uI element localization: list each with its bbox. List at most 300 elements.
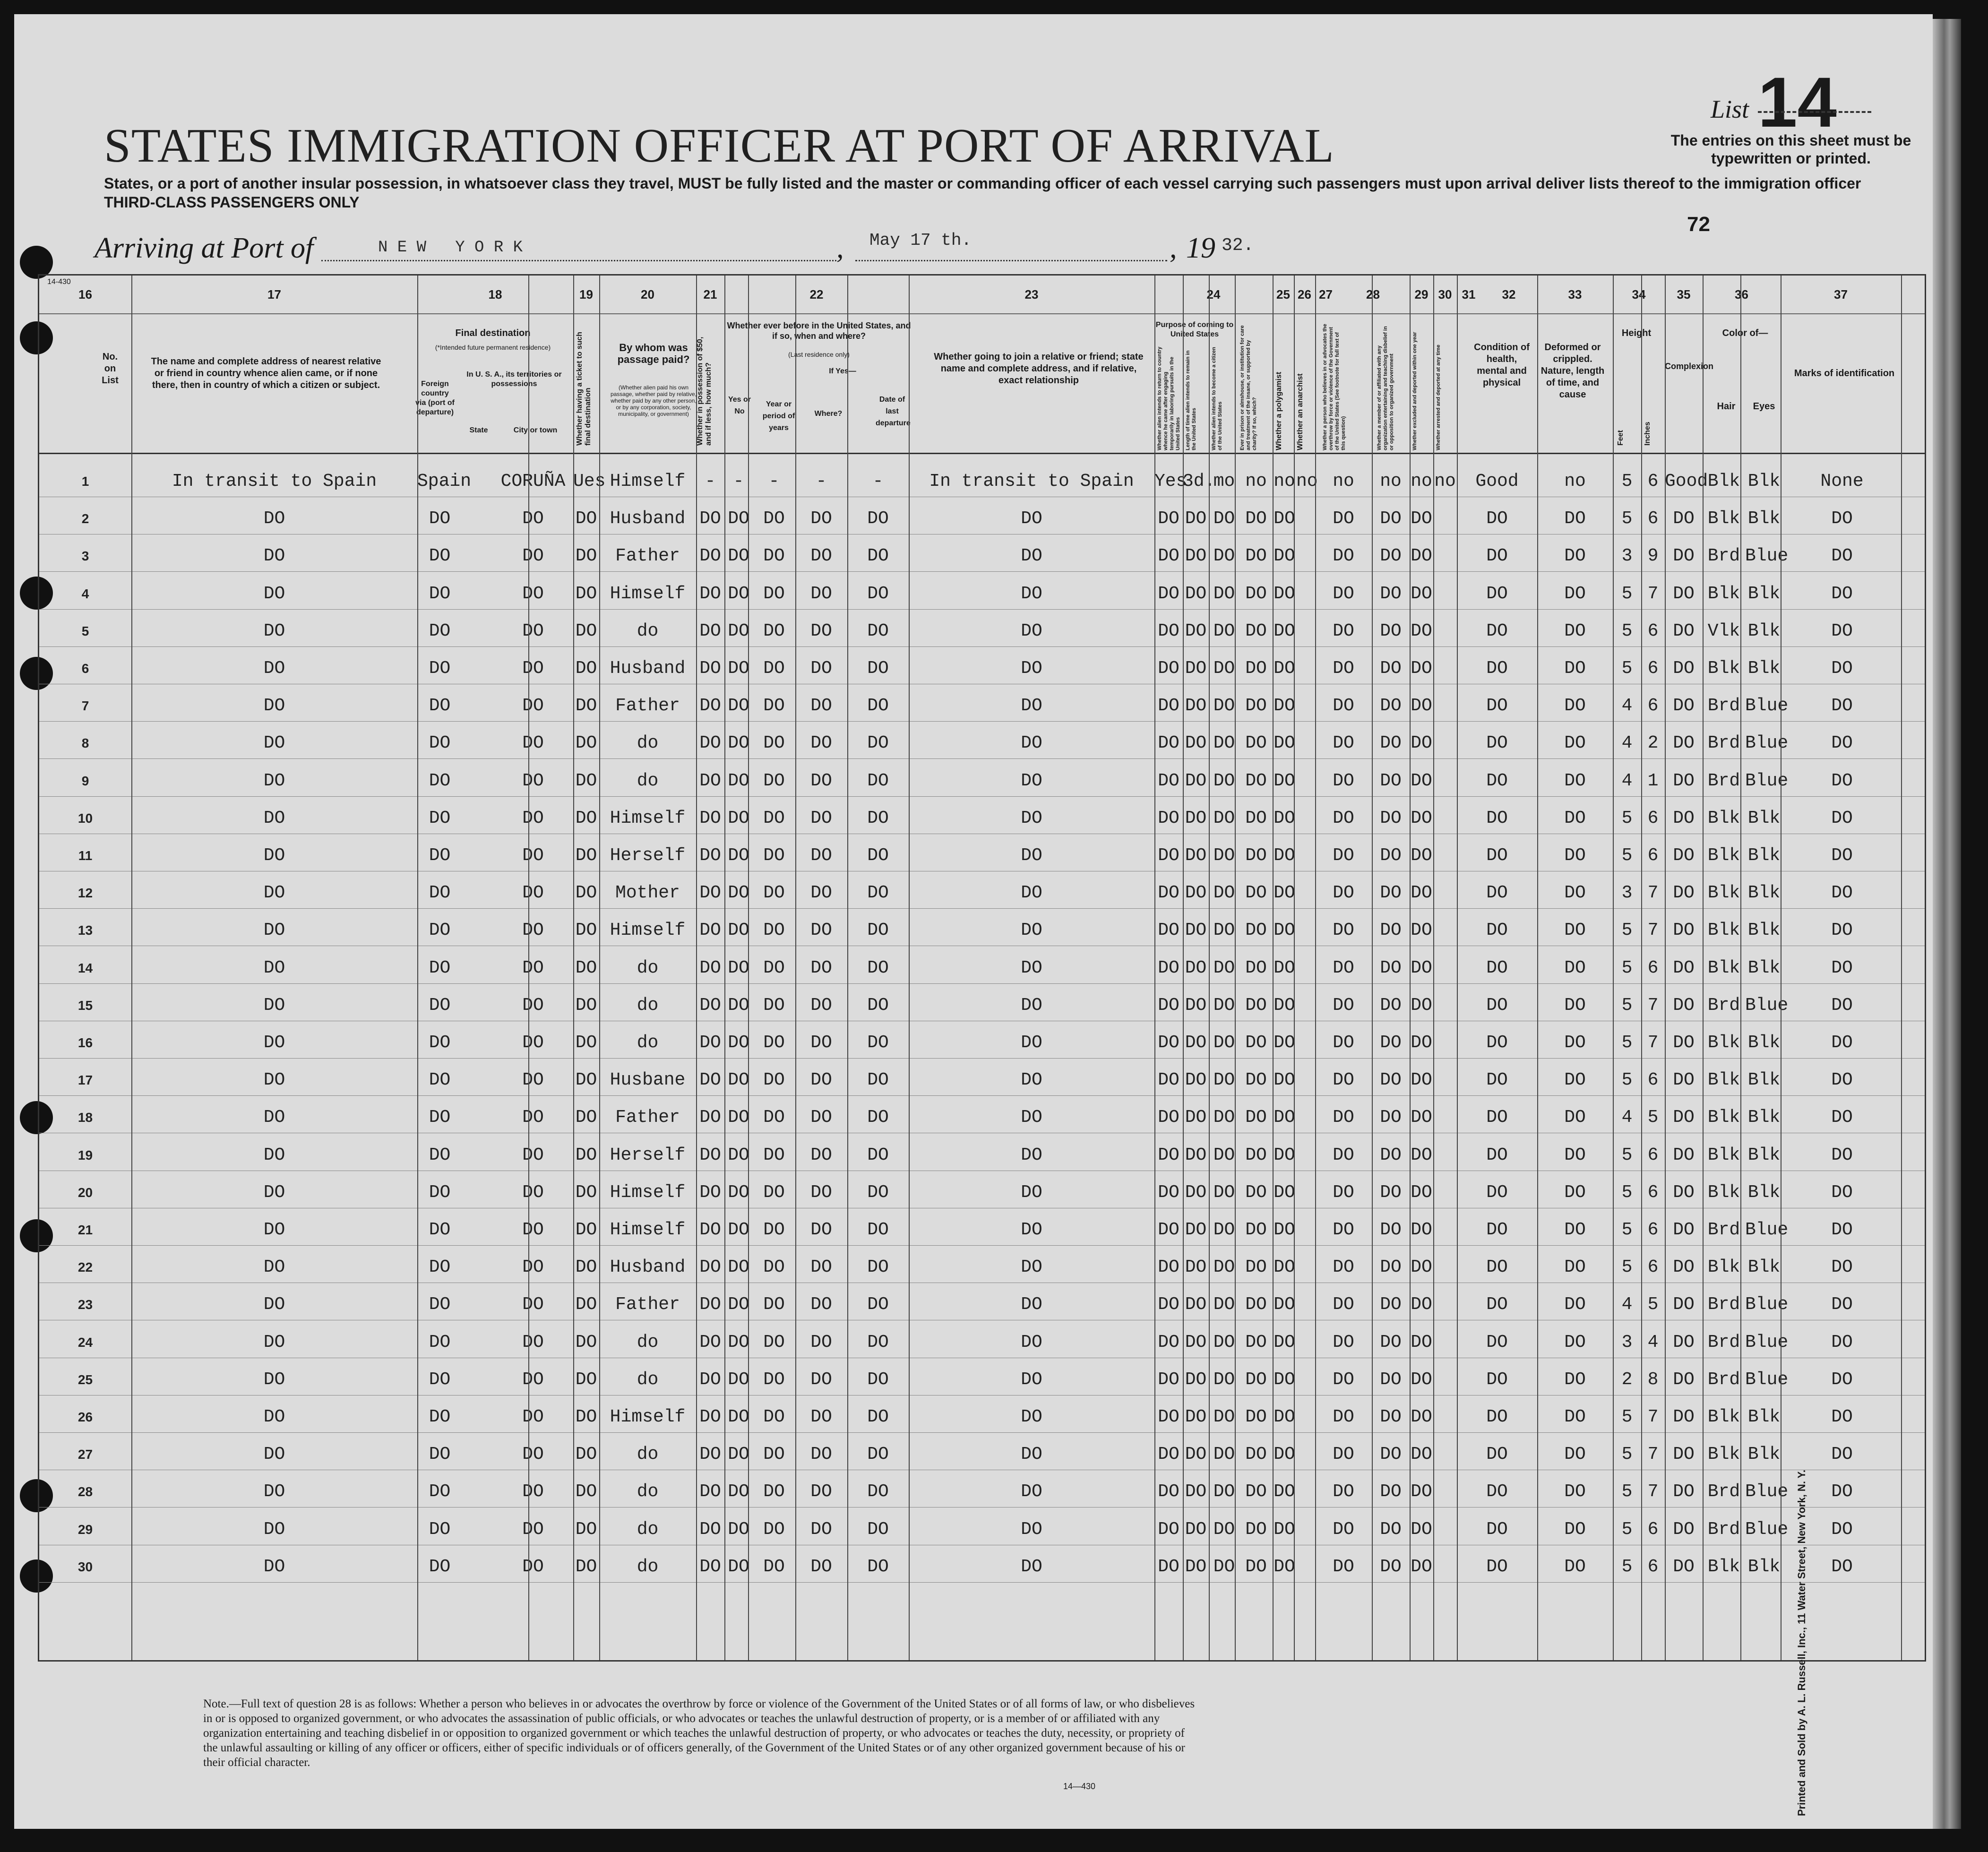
cell-poly: DO — [1274, 920, 1295, 941]
cell-deform: DO — [1564, 733, 1586, 754]
column-divider — [1372, 276, 1373, 1660]
cell-p3: DO — [1213, 1482, 1235, 1502]
cell-where: DO — [810, 1257, 832, 1278]
cell-money: DO — [699, 1332, 721, 1352]
cell-join: DO — [1021, 1145, 1042, 1165]
cell-relative: DO — [263, 1145, 285, 1165]
cell-ticket: DO — [575, 808, 597, 828]
cell-complexion: DO — [1673, 1257, 1695, 1278]
cell-health: DO — [1486, 583, 1508, 604]
sheet-number: 72 — [1687, 213, 1710, 236]
date-value: May 17 th. — [869, 231, 972, 250]
cell-poly: DO — [1274, 1444, 1295, 1465]
cell-eyes: Blue — [1745, 995, 1789, 1016]
cell-join: DO — [1021, 995, 1042, 1016]
cell-relative: DO — [263, 1407, 285, 1427]
cell-relative: DO — [263, 1182, 285, 1203]
cell-p2: DO — [1185, 546, 1207, 567]
column-number: 19 — [579, 287, 593, 301]
header-ever-before-sub: (Last residence only) — [788, 351, 850, 358]
cell-eyes: Blk — [1747, 883, 1781, 904]
cell-p3: DO — [1213, 508, 1235, 529]
cell-yesno: DO — [728, 1107, 749, 1128]
cell-yesno: DO — [728, 845, 749, 866]
cell-q28: DO — [1333, 1369, 1354, 1390]
cell-paid: Herself — [610, 1145, 686, 1165]
cell-health: DO — [1486, 546, 1508, 567]
cell-eyes: Blk — [1747, 1145, 1781, 1165]
cell-yesno: DO — [728, 658, 749, 679]
cell-relative: DO — [263, 696, 285, 716]
cell-marks: DO — [1831, 1519, 1853, 1540]
cell-money: DO — [699, 1519, 721, 1540]
cell-yesno: DO — [728, 995, 749, 1016]
cell-feet: 5 — [1621, 620, 1633, 641]
cell-excl: DO — [1411, 1482, 1432, 1502]
header-prison: Ever in prison or almshouse, or institution for care and treatment of the insane, or supported by charity? If so, which? — [1239, 325, 1257, 450]
cell-year: DO — [763, 658, 785, 679]
cell-feet: 5 — [1621, 1070, 1633, 1091]
cell-relative: DO — [263, 1033, 285, 1053]
cell-paid: Himself — [610, 920, 686, 941]
cell-eyes: Blk — [1747, 583, 1781, 604]
cell-join: In transit to Spain — [929, 471, 1134, 491]
cell-q28: DO — [1333, 1033, 1354, 1053]
cell-q28: DO — [1333, 1444, 1354, 1465]
cell-poly: DO — [1274, 620, 1295, 641]
cell-feet: 4 — [1621, 1294, 1633, 1315]
cell-eyes: Blue — [1745, 696, 1789, 716]
cell-no: 28 — [77, 1484, 93, 1499]
cell-eyes: Blue — [1745, 1519, 1789, 1540]
cell-city: DO — [522, 1033, 544, 1053]
cell-deform: DO — [1564, 845, 1586, 866]
cell-year: - — [768, 471, 780, 491]
cell-date: DO — [867, 1332, 889, 1352]
column-number: 29 — [1414, 287, 1429, 301]
cell-complexion: Good — [1665, 471, 1708, 491]
cell-hair: Vlk — [1707, 620, 1740, 641]
cell-city: DO — [522, 733, 544, 754]
arriving-label: Arriving at Port of — [95, 232, 314, 264]
cell-city: DO — [522, 883, 544, 904]
cell-excl: DO — [1411, 1332, 1432, 1352]
cell-q29: DO — [1380, 1294, 1402, 1315]
cell-eyes: Blk — [1747, 1444, 1781, 1465]
cell-where: DO — [810, 1332, 832, 1352]
cell-p2: DO — [1185, 1519, 1207, 1540]
cell-p2: DO — [1185, 1220, 1207, 1240]
cell-excl: DO — [1411, 1519, 1432, 1540]
cell-complexion: DO — [1673, 770, 1695, 791]
cell-health: DO — [1486, 620, 1508, 641]
cell-join: DO — [1021, 1220, 1042, 1240]
cell-inches: 6 — [1647, 1257, 1659, 1278]
column-number: 34 — [1632, 287, 1646, 301]
cell-hair: Blk — [1707, 1556, 1740, 1577]
cell-yesno: DO — [728, 620, 749, 641]
cell-date: DO — [867, 845, 889, 866]
cell-paid: Father — [615, 1294, 680, 1315]
header-final-destination-sub: (*Intended future permanent residence) — [435, 344, 551, 351]
column-divider — [599, 276, 600, 1660]
cell-money: DO — [699, 1220, 721, 1240]
cell-p3: DO — [1213, 770, 1235, 791]
cell-p3: DO — [1213, 845, 1235, 866]
cell-excl: DO — [1411, 733, 1432, 754]
column-divider — [1537, 276, 1538, 1660]
cell-no: 13 — [77, 923, 93, 938]
cell-join: DO — [1021, 957, 1042, 978]
header-arrested: Whether arrested and deported at any time — [1436, 345, 1441, 450]
cell-prison: DO — [1245, 920, 1267, 941]
cell-paid: Himself — [610, 1407, 686, 1427]
cell-health: DO — [1486, 733, 1508, 754]
cell-yesno: DO — [728, 1444, 749, 1465]
cell-join: DO — [1021, 1107, 1042, 1128]
cell-hair: Brd — [1707, 546, 1740, 567]
cell-excl: DO — [1411, 845, 1432, 866]
cell-no: 26 — [77, 1410, 93, 1424]
cell-year: DO — [763, 883, 785, 904]
cell-marks: DO — [1831, 1407, 1853, 1427]
cell-date: DO — [867, 1407, 889, 1427]
cell-join: DO — [1021, 770, 1042, 791]
cell-complexion: DO — [1673, 995, 1695, 1016]
cell-no: 2 — [81, 511, 89, 526]
cell-eyes: Blk — [1747, 508, 1781, 529]
cell-q29: DO — [1380, 883, 1402, 904]
cell-where: DO — [810, 845, 832, 866]
cell-complexion: DO — [1673, 845, 1695, 866]
cell-p2: DO — [1185, 1033, 1207, 1053]
cell-relative: DO — [263, 546, 285, 567]
cell-p2: DO — [1185, 508, 1207, 529]
cell-paid: Husband — [610, 508, 686, 529]
cell-q28: DO — [1333, 546, 1354, 567]
cell-year: DO — [763, 1070, 785, 1091]
cell-q29: DO — [1380, 1070, 1402, 1091]
cell-where: DO — [810, 1407, 832, 1427]
cell-q29: DO — [1380, 620, 1402, 641]
cell-poly: no — [1274, 471, 1295, 491]
cell-complexion: DO — [1673, 583, 1695, 604]
cell-hair: Brd — [1707, 1369, 1740, 1390]
cell-yesno: DO — [728, 1182, 749, 1203]
cell-p1: DO — [1158, 583, 1179, 604]
column-number: 31 — [1462, 287, 1476, 301]
cell-hair: Blk — [1707, 1107, 1740, 1128]
cell-poly: DO — [1274, 1369, 1295, 1390]
cell-yesno: DO — [728, 1519, 749, 1540]
cell-anarch: no — [1296, 471, 1318, 491]
cell-deform: DO — [1564, 1257, 1586, 1278]
cell-inches: 7 — [1647, 883, 1659, 904]
cell-q28: DO — [1333, 1332, 1354, 1352]
cell-where: DO — [810, 1444, 832, 1465]
cell-paid: do — [637, 1519, 659, 1540]
cell-hair: Brd — [1707, 770, 1740, 791]
cell-q28: DO — [1333, 696, 1354, 716]
cell-health: Good — [1475, 471, 1519, 491]
cell-poly: DO — [1274, 1220, 1295, 1240]
cell-foreign: DO — [429, 1107, 451, 1128]
cell-p1: DO — [1158, 808, 1179, 828]
cell-join: DO — [1021, 546, 1042, 567]
cell-where: DO — [810, 1294, 832, 1315]
cell-date: DO — [867, 620, 889, 641]
cell-money: DO — [699, 883, 721, 904]
cell-inches: 9 — [1647, 546, 1659, 567]
cell-health: DO — [1486, 508, 1508, 529]
cell-date: - — [872, 471, 884, 491]
cell-where: DO — [810, 1519, 832, 1540]
cell-prison: DO — [1245, 1107, 1267, 1128]
cell-feet: 5 — [1621, 1182, 1633, 1203]
cell-p2: DO — [1185, 1182, 1207, 1203]
cell-money: DO — [699, 1556, 721, 1577]
cell-poly: DO — [1274, 1182, 1295, 1203]
cell-year: DO — [763, 696, 785, 716]
cell-hair: Blk — [1707, 845, 1740, 866]
cell-city: DO — [522, 1294, 544, 1315]
cell-q28: DO — [1333, 1556, 1354, 1577]
cell-foreign: DO — [429, 1519, 451, 1540]
cell-foreign: DO — [429, 696, 451, 716]
cell-prison: DO — [1245, 1482, 1267, 1502]
cell-p3: DO — [1213, 1182, 1235, 1203]
cell-health: DO — [1486, 1407, 1508, 1427]
cell-eyes: Blk — [1747, 471, 1781, 491]
cell-eyes: Blk — [1747, 845, 1781, 866]
cell-paid: Father — [615, 1107, 680, 1128]
cell-year: DO — [763, 1294, 785, 1315]
cell-join: DO — [1021, 733, 1042, 754]
cell-join: DO — [1021, 508, 1042, 529]
cell-deform: DO — [1564, 1182, 1586, 1203]
cell-poly: DO — [1274, 995, 1295, 1016]
cell-complexion: DO — [1673, 620, 1695, 641]
cell-hair: Blk — [1707, 508, 1740, 529]
column-divider — [131, 276, 132, 1660]
cell-marks: DO — [1831, 658, 1853, 679]
header-anarchist: Whether an anarchist — [1296, 373, 1304, 450]
cell-feet: 2 — [1621, 1369, 1633, 1390]
column-number: 26 — [1298, 287, 1311, 301]
cell-p1: DO — [1158, 733, 1179, 754]
cell-inches: 7 — [1647, 1033, 1659, 1053]
cell-ticket: DO — [575, 1482, 597, 1502]
cell-p3: DO — [1213, 1145, 1235, 1165]
cell-city: DO — [522, 1407, 544, 1427]
cell-marks: None — [1820, 471, 1864, 491]
cell-p2: DO — [1185, 883, 1207, 904]
cell-ticket: DO — [575, 1332, 597, 1352]
cell-feet: 5 — [1621, 1519, 1633, 1540]
cell-money: DO — [699, 620, 721, 641]
cell-where: DO — [810, 1107, 832, 1128]
cell-p3: DO — [1213, 1444, 1235, 1465]
cell-poly: DO — [1274, 1519, 1295, 1540]
header-passage-paid: By whom was passage paid? — [617, 342, 690, 365]
cell-money: DO — [699, 546, 721, 567]
cell-prison: DO — [1245, 658, 1267, 679]
cell-city: DO — [522, 1182, 544, 1203]
cell-prison: DO — [1245, 883, 1267, 904]
cell-marks: DO — [1831, 733, 1853, 754]
cell-poly: DO — [1274, 1294, 1295, 1315]
cell-deform: DO — [1564, 1033, 1586, 1053]
cell-q29: DO — [1380, 845, 1402, 866]
cell-eyes: Blue — [1745, 1220, 1789, 1240]
cell-excl: DO — [1411, 1107, 1432, 1128]
cell-q29: no — [1380, 471, 1402, 491]
cell-p1: DO — [1158, 508, 1179, 529]
cell-p2: DO — [1185, 1145, 1207, 1165]
cell-foreign: DO — [429, 733, 451, 754]
cell-relative: DO — [263, 1107, 285, 1128]
cell-no: 17 — [77, 1073, 93, 1088]
cell-hair: Blk — [1707, 883, 1740, 904]
cell-p1: DO — [1158, 883, 1179, 904]
cell-join: DO — [1021, 1033, 1042, 1053]
cell-p3: DO — [1213, 1556, 1235, 1577]
column-number: 28 — [1366, 287, 1380, 301]
cell-money: DO — [699, 1070, 721, 1091]
cell-hair: Blk — [1707, 1407, 1740, 1427]
cell-city: DO — [522, 1107, 544, 1128]
cell-join: DO — [1021, 696, 1042, 716]
cell-p2: DO — [1185, 696, 1207, 716]
cell-q28: DO — [1333, 583, 1354, 604]
cell-where: DO — [810, 1033, 832, 1053]
cell-marks: DO — [1831, 770, 1853, 791]
cell-date: DO — [867, 920, 889, 941]
cell-money: DO — [699, 658, 721, 679]
cell-hair: Brd — [1707, 696, 1740, 716]
cell-feet: 5 — [1621, 1033, 1633, 1053]
cell-date: DO — [867, 957, 889, 978]
cell-excl: DO — [1411, 546, 1432, 567]
header-q29: Whether a member of or affiliated with any organization entertaining and teaching disbelief in or opposition to organized government — [1377, 326, 1394, 450]
cell-q28: DO — [1333, 957, 1354, 978]
cell-where: DO — [810, 770, 832, 791]
cell-hair: Blk — [1707, 471, 1740, 491]
footnote-q28: Note.—Full text of question 28 is as follows: Whether a person who believes in or advocates the overthrow by force or violence of the Government of the United States or of all forms of law, or who disbelieves in or is opposed to organized government, or who advocates the assassination of public officials, or who advocates or teaches the unlawful destruction of property, or is a member of or affiliated with any organization entertaining and teaching disbelief in or opposition to organized government or which teaches the unlawful destruction of property, or who advocates or teaches the duty, necessity, or propriety of the unlawful assaulting or killing of any officer or officers, either of specific individuals or of officers generally, of the Government of the United States or of any other organized government because of his or their official character. — [203, 1697, 1195, 1769]
cell-p3: DO — [1213, 1519, 1235, 1540]
header-foreign-country: Foreign country via (port of departure) — [415, 380, 455, 416]
header-ticket: Whether having a ticket to such final destination — [576, 332, 592, 446]
cell-q29: DO — [1380, 1145, 1402, 1165]
cell-year: DO — [763, 1519, 785, 1540]
cell-paid: do — [637, 1556, 659, 1577]
cell-deform: DO — [1564, 1519, 1586, 1540]
cell-year: DO — [763, 920, 785, 941]
cell-feet: 5 — [1621, 1407, 1633, 1427]
header-excluded: Whether excluded and deported within one year — [1412, 332, 1418, 450]
cell-p3: DO — [1213, 957, 1235, 978]
cell-no: 3 — [81, 549, 89, 564]
cell-year: DO — [763, 546, 785, 567]
cell-complexion: DO — [1673, 1407, 1695, 1427]
header-passage-paid-sub: (Whether alien paid his own passage, whether paid by relative, whether paid by any other person, or by any corporation, society, municipality, or government) — [610, 384, 697, 417]
cell-excl: DO — [1411, 883, 1432, 904]
cell-complexion: DO — [1673, 957, 1695, 978]
cell-year: DO — [763, 1257, 785, 1278]
cell-year: DO — [763, 770, 785, 791]
date-line — [855, 260, 1167, 261]
cell-money: DO — [699, 696, 721, 716]
cell-ticket: DO — [575, 1145, 597, 1165]
cell-join: DO — [1021, 1257, 1042, 1278]
cell-date: DO — [867, 883, 889, 904]
cell-city: DO — [522, 1556, 544, 1577]
cell-feet: 5 — [1621, 1556, 1633, 1577]
cell-q28: DO — [1333, 1220, 1354, 1240]
cell-prison: DO — [1245, 1182, 1267, 1203]
cell-p2: DO — [1185, 733, 1207, 754]
cell-q28: DO — [1333, 1145, 1354, 1165]
cell-foreign: DO — [429, 546, 451, 567]
cell-q28: DO — [1333, 1407, 1354, 1427]
cell-where: DO — [810, 508, 832, 529]
cell-health: DO — [1486, 920, 1508, 941]
cell-relative: DO — [263, 1556, 285, 1577]
header-purpose: Purpose of coming to United States — [1155, 321, 1234, 338]
cell-deform: DO — [1564, 1107, 1586, 1128]
column-number: 18 — [488, 287, 502, 301]
cell-p1: DO — [1158, 1220, 1179, 1240]
cell-date: DO — [867, 1556, 889, 1577]
cell-year: DO — [763, 1107, 785, 1128]
header-possession-50: Whether in possession of $50, and if less, how much? — [696, 336, 713, 446]
cell-no: 11 — [78, 848, 93, 863]
cell-deform: DO — [1564, 583, 1586, 604]
cell-date: DO — [867, 1369, 889, 1390]
cell-join: DO — [1021, 883, 1042, 904]
cell-health: DO — [1486, 1257, 1508, 1278]
cell-p1: DO — [1158, 1107, 1179, 1128]
column-number: 37 — [1834, 287, 1848, 301]
column-divider — [1641, 276, 1642, 1660]
cell-complexion: DO — [1673, 1294, 1695, 1315]
column-divider — [696, 276, 697, 1660]
cell-health: DO — [1486, 1556, 1508, 1577]
cell-money: DO — [699, 1145, 721, 1165]
cell-relative: DO — [263, 1070, 285, 1091]
cell-ticket: DO — [575, 1033, 597, 1053]
cell-poly: DO — [1274, 957, 1295, 978]
cell-foreign: DO — [429, 1482, 451, 1502]
cell-health: DO — [1486, 808, 1508, 828]
cell-ticket: DO — [575, 546, 597, 567]
cell-p2: DO — [1185, 995, 1207, 1016]
cell-date: DO — [867, 508, 889, 529]
cell-city: DO — [522, 620, 544, 641]
cell-poly: DO — [1274, 1145, 1295, 1165]
cell-year: DO — [763, 845, 785, 866]
cell-join: DO — [1021, 920, 1042, 941]
cell-prison: DO — [1245, 808, 1267, 828]
cell-relative: DO — [263, 1444, 285, 1465]
cell-arrest: no — [1434, 471, 1456, 491]
cell-hair: Blk — [1707, 808, 1740, 828]
cell-p2: DO — [1185, 583, 1207, 604]
cell-complexion: DO — [1673, 920, 1695, 941]
cell-yesno: DO — [728, 508, 749, 529]
cell-prison: DO — [1245, 1257, 1267, 1278]
cell-complexion: DO — [1673, 696, 1695, 716]
